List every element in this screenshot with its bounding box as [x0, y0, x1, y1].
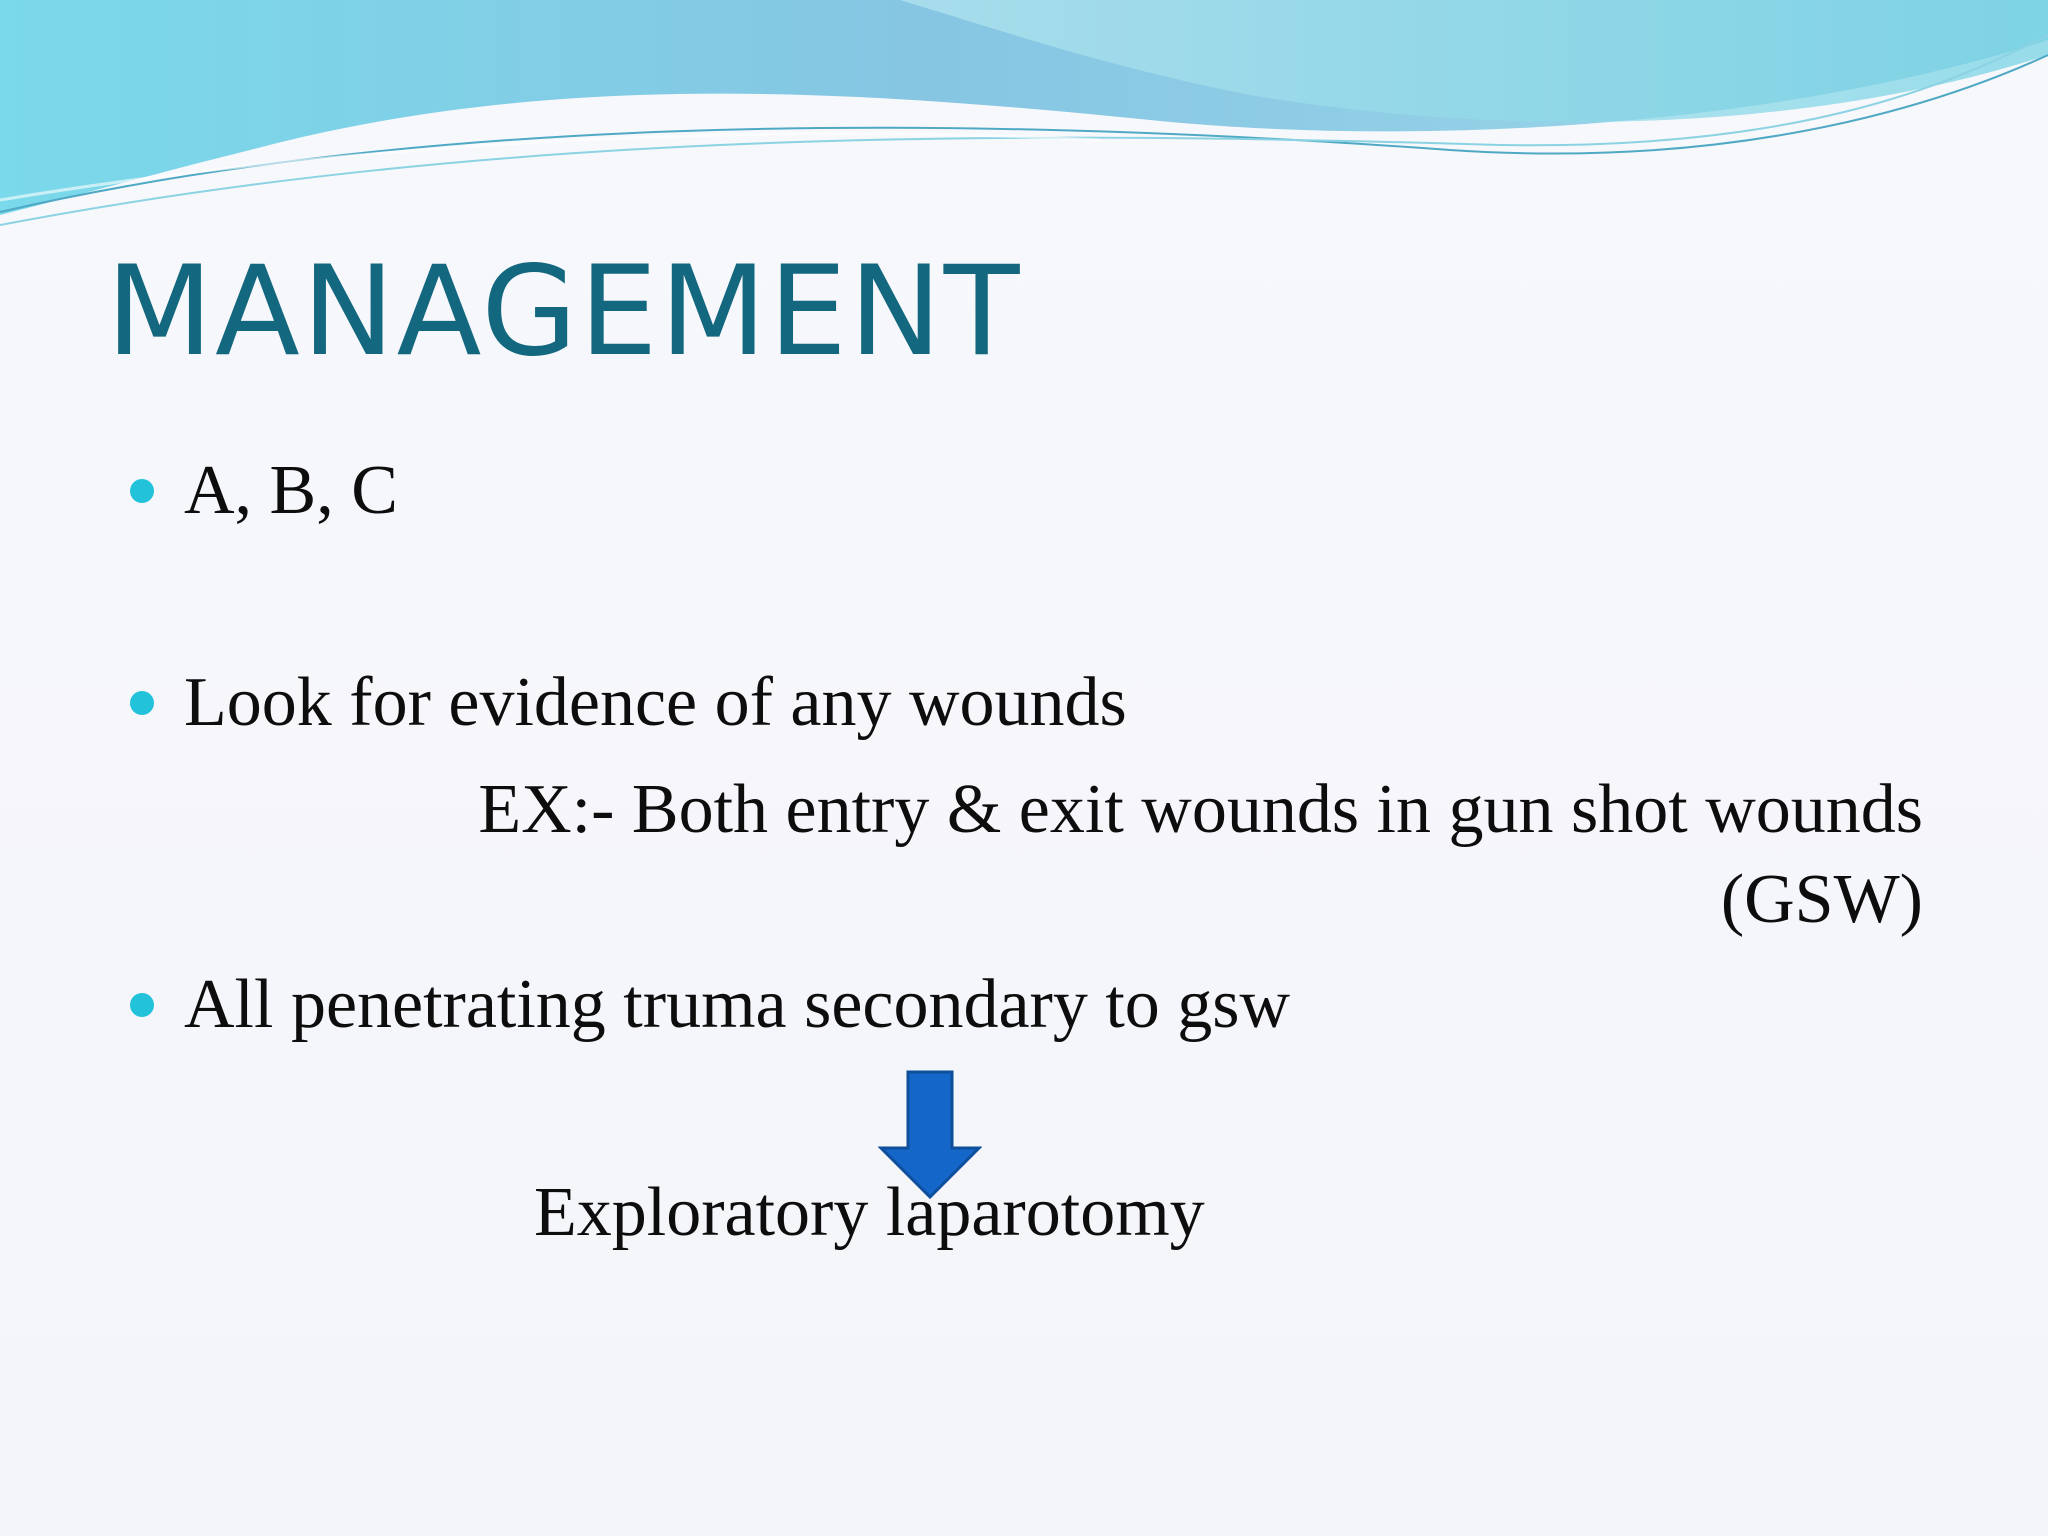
- example-line: EX:- Both entry & exit wounds in gun shot wounds: [478, 771, 1923, 848]
- bullet-dot-icon: [130, 479, 154, 503]
- bullet-dot-icon: [130, 993, 154, 1017]
- bullet-item: [130, 452, 398, 529]
- slide-title: MANAGEMENT: [106, 240, 1022, 384]
- bullet-item: [130, 664, 1127, 741]
- result-text: Exploratory laparotomy: [534, 1174, 1205, 1251]
- bullet-text: All penetrating truma secondary to gsw: [184, 966, 1291, 1043]
- bullet-item: [130, 966, 1291, 1043]
- header-wave-decoration: [0, 0, 2048, 240]
- example-line: (GSW): [1720, 861, 1923, 938]
- example-text: [223, 765, 1923, 945]
- bullet-dot-icon: [130, 691, 154, 715]
- bullet-text: A, B, C: [184, 452, 398, 529]
- bullet-text: Look for evidence of any wounds: [184, 664, 1127, 741]
